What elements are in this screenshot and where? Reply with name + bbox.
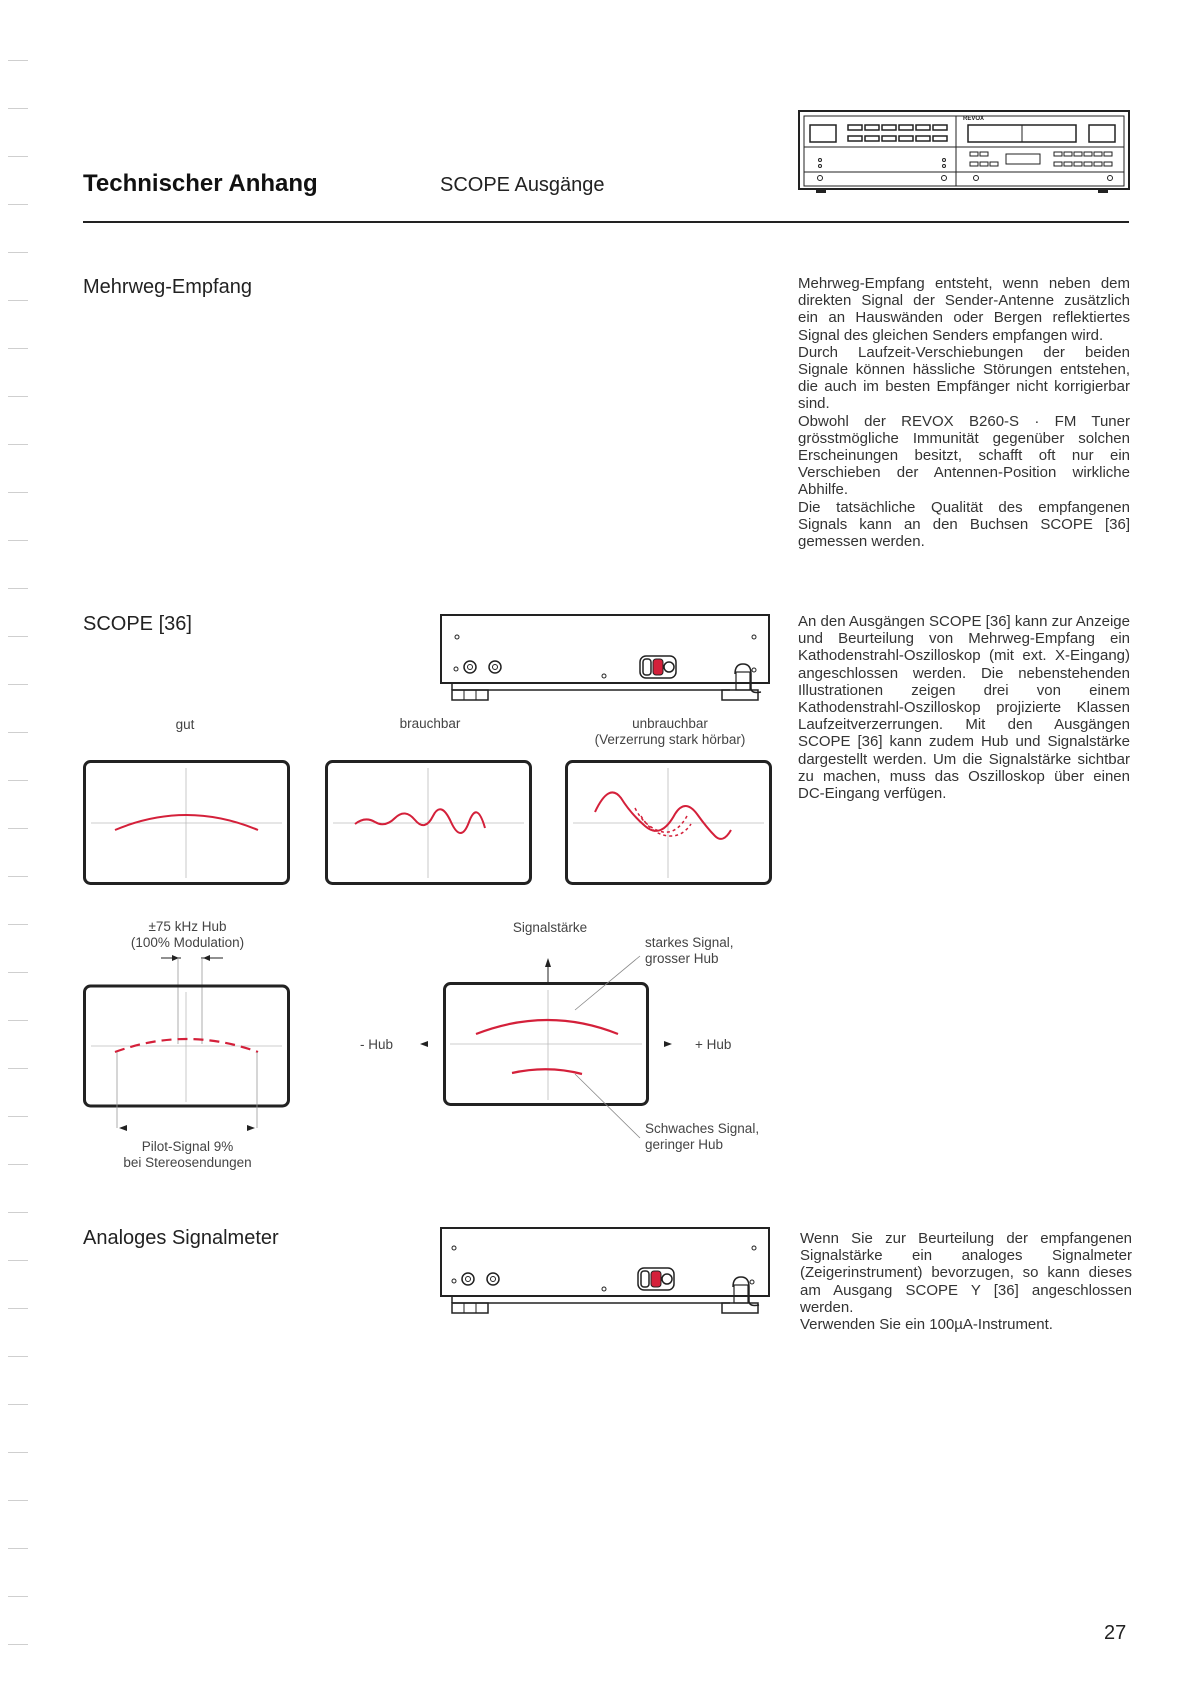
label-minus-hub: - Hub (360, 1037, 394, 1052)
label-weak-signal: Schwaches Signal, (645, 1121, 760, 1136)
tuner-rear-panel-illustration-2 (440, 1227, 772, 1317)
label-strong-signal: starkes Signal, (645, 935, 734, 950)
brand-logo: REVOX (963, 116, 985, 122)
page-number: 27 (1104, 1622, 1127, 1644)
section-heading-analog: Analoges Signalmeter (83, 1227, 279, 1249)
label-gut: gut (175, 717, 195, 732)
section-heading-mehrweg: Mehrweg-Empfang (83, 276, 252, 298)
scope-screen-gut (83, 760, 290, 886)
label-hub-modulation: (100% Modulation) (130, 935, 245, 950)
label-brauchbar: brauchbar (399, 716, 461, 731)
mehrweg-paragraph-4: Die tatsächliche Qualität des empfangenen Signals kann an den Buchsen SCOPE [36] gemessen werden. (798, 498, 1130, 551)
scope-paragraph: An den Ausgängen SCOPE [36] kann zur Anzeige und Beurteilung von Mehrweg-Empfang ein Kathodenstrahl-Oszilloskop (mit ext. X-Eingang) angeschlossen werden. Die nebenstehenden Illustrationen zeigen drei von einem Kathodenstrahl-Oszilloskop projizierte Klassen Laufzeitverzerrungen. Mit den Ausgängen SCOPE [36] kann zudem Hub und Signalstärke dargestellt werden. Um die Signalstärke sichtbar zu machen, muss das Oszilloskop über einen DC-Eingang verfügen. (798, 613, 1130, 803)
analog-paragraph-1: Wenn Sie zur Beurteilung der empfangenen Signalstärke ein analoges Signalmeter (Zeigerinstrument) bevorzugen, so kann dieses am Ausgang SCOPE Y [36] angeschlossen werden. (800, 1230, 1132, 1316)
label-strong-hub: grosser Hub (645, 951, 719, 966)
label-unbrauchbar-note: (Verzerrung stark hörbar) (594, 732, 746, 747)
label-weak-hub: geringer Hub (645, 1137, 724, 1152)
page-title: Technischer Anhang (83, 170, 318, 197)
mehrweg-paragraph-2: Durch Laufzeit-Verschiebungen der beiden Signale können hässliche Störungen entstehen, die auch im besten Empfänger nicht korrigierbar sind. (798, 343, 1130, 413)
analog-text (800, 1230, 1132, 1333)
label-hub-75khz: ±75 kHz Hub (148, 919, 227, 934)
section-heading-scope: SCOPE [36] (83, 613, 192, 635)
scope-screen-strength (400, 950, 700, 1150)
tuner-front-illustration (798, 110, 1130, 194)
label-unbrauchbar: unbrauchbar (632, 716, 708, 731)
scope-text (798, 613, 1130, 802)
scope-screen-unbrauchbar (565, 760, 772, 886)
label-pilot-signal: Pilot-Signal 9% (141, 1139, 234, 1154)
page-subtitle: SCOPE Ausgänge (440, 174, 605, 196)
scope-screen-hub (83, 952, 290, 1132)
mehrweg-text (798, 275, 1130, 550)
tuner-rear-panel-illustration (440, 614, 772, 704)
label-plus-hub: + Hub (695, 1037, 732, 1052)
analog-paragraph-2: Verwenden Sie ein 100µA-Instrument. (800, 1316, 1053, 1334)
mehrweg-paragraph-1: Mehrweg-Empfang entsteht, wenn neben dem direkten Signal der Sender-Antenne zusätzlich ein an Hauswänden oder Bergen reflektiertes Signal des gleichen Senders empfangen wird. (798, 275, 1130, 344)
label-signalstaerke: Signalstärke (512, 920, 588, 935)
scope-screen-brauchbar (325, 760, 532, 886)
label-pilot-stereo: bei Stereosendungen (123, 1155, 252, 1170)
header-rule (83, 221, 1129, 223)
mehrweg-paragraph-3: Obwohl der REVOX B260-S · FM Tuner grösstmögliche Immunität gegenüber solchen Erscheinungen besitzt, schafft oft nur ein Verschieben der Antennen-Position wirkliche Abhilfe. (798, 412, 1130, 499)
